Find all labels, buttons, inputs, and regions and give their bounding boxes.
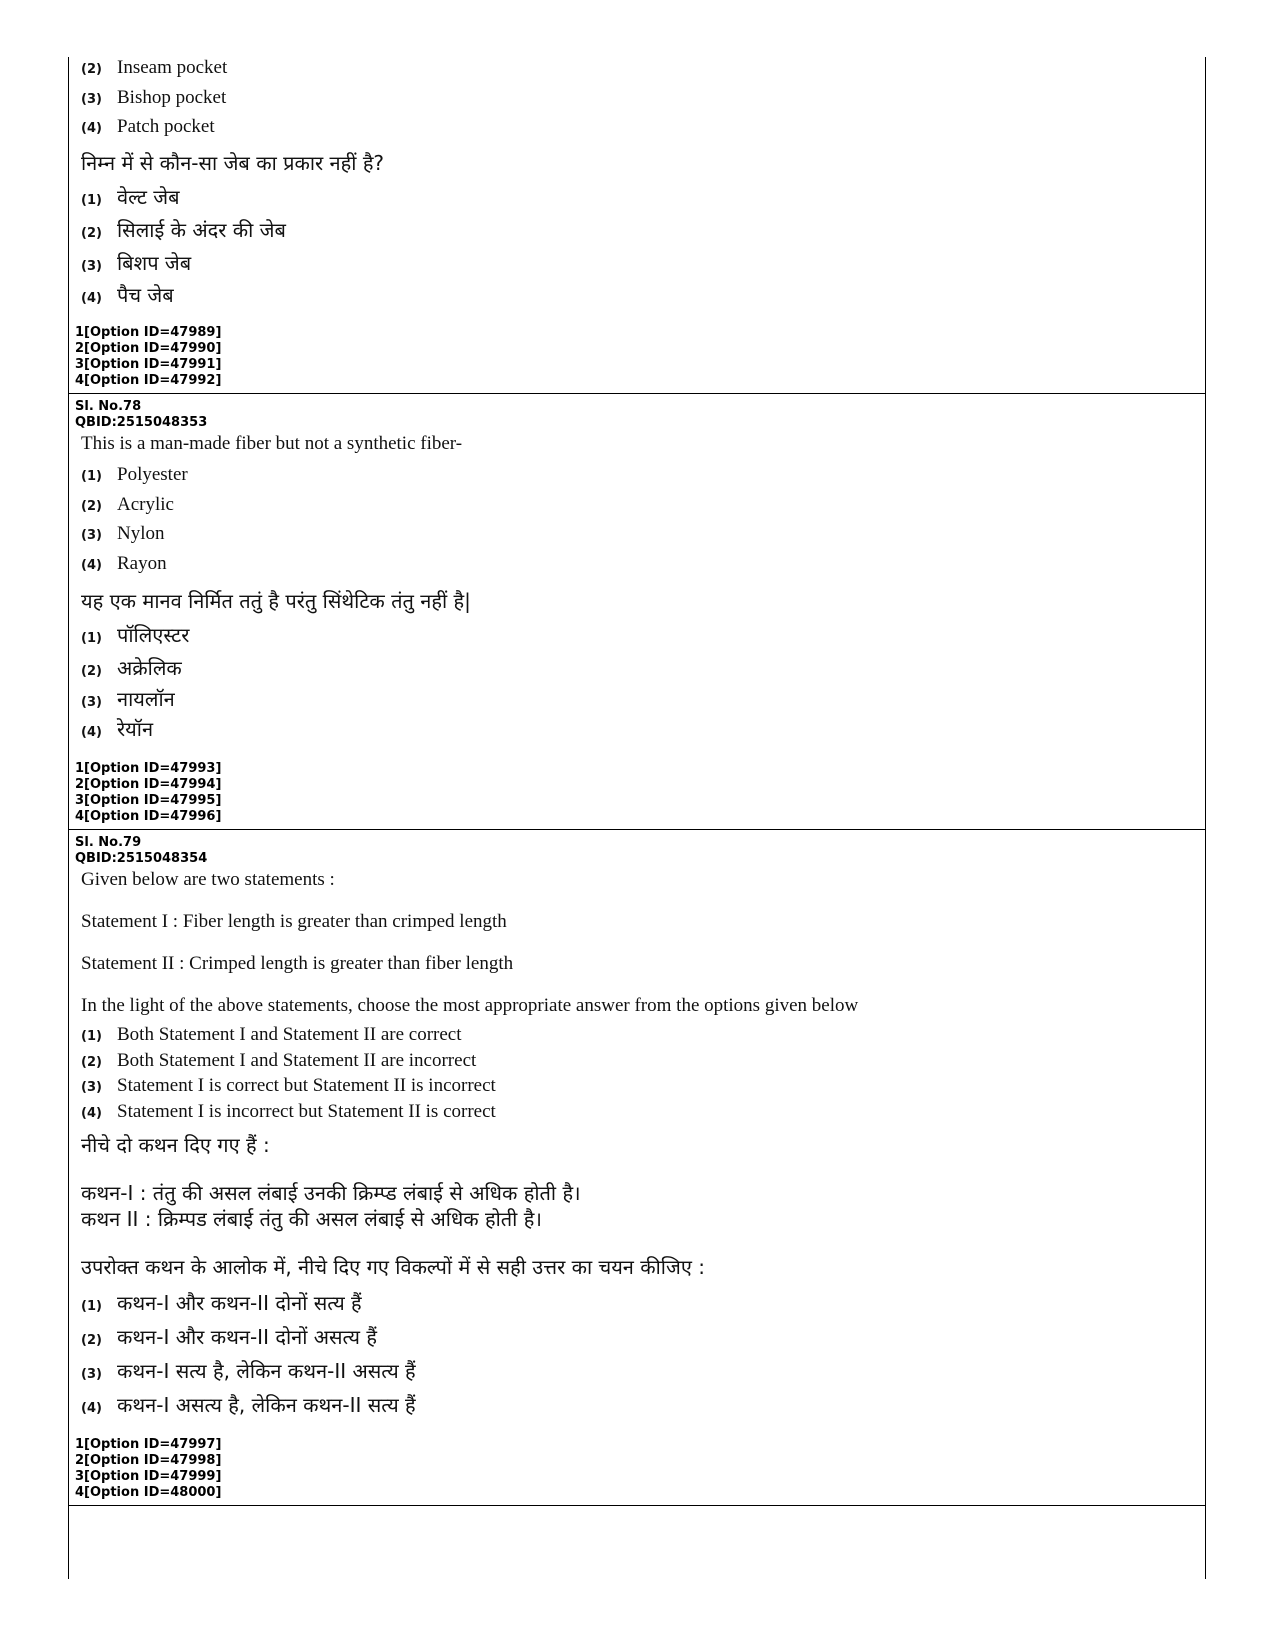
q79-option-hi-4 xyxy=(81,1391,416,1418)
option-text: Both Statement I and Statement II are incorrect xyxy=(117,1050,477,1071)
q78-question-hindi: यह एक मानव निर्मित ततुं है परंतु सिंथेटिक तंतु नहीं है| xyxy=(81,589,471,613)
q79-option-en-3 xyxy=(81,1075,496,1097)
question-divider xyxy=(69,393,1205,394)
q79-option-ids xyxy=(75,1437,221,1501)
q79-statement-1-hindi: कथन-I : तंतु की असल लंबाई उनकी क्रिम्प्ड लंबाई से अधिक होती है। xyxy=(81,1181,581,1205)
q78-option-hi-3 xyxy=(81,685,175,712)
q79-statement-2-hindi: कथन II : क्रिम्पड लंबाई तंतु की असल लंबाई से अधिक होती है। xyxy=(81,1207,542,1231)
option-number: (3) xyxy=(81,259,102,274)
q77-option-en-2 xyxy=(81,57,227,79)
q79-intro-hindi: नीचे दो कथन दिए गए हैं : xyxy=(81,1133,270,1157)
q78-option-en-2 xyxy=(81,494,174,516)
option-number: (1) xyxy=(81,1299,102,1314)
q77-option-hi-2 xyxy=(81,216,286,243)
q78-option-en-4 xyxy=(81,553,167,575)
q79-sl-no: Sl. No.79 xyxy=(75,835,142,850)
option-id: 2[Option ID=47994] xyxy=(75,777,222,792)
q79-option-hi-3 xyxy=(81,1357,416,1384)
q78-question-english: This is a man-made fiber but not a synthetic fiber- xyxy=(81,433,463,454)
option-text: पैच जेब xyxy=(117,283,174,307)
option-text: Acrylic xyxy=(117,494,174,515)
option-number: (3) xyxy=(81,92,102,107)
option-text: Both Statement I and Statement II are correct xyxy=(117,1024,462,1045)
q77-question-hindi: निम्न में से कौन-सा जेब का प्रकार नहीं है? xyxy=(81,151,385,175)
q77-option-ids xyxy=(75,325,221,389)
option-number: (2) xyxy=(81,499,102,514)
q78-qbid: QBID:2515048353 xyxy=(75,415,208,430)
option-id: 2[Option ID=47998] xyxy=(75,1453,222,1468)
q78-option-ids xyxy=(75,761,221,825)
option-text: अक्रेलिक xyxy=(117,656,182,680)
option-number: (4) xyxy=(81,121,102,136)
q78-sl-no: Sl. No.78 xyxy=(75,399,142,414)
option-number: (4) xyxy=(81,1106,102,1121)
option-number: (3) xyxy=(81,695,102,710)
option-id: 4[Option ID=48000] xyxy=(75,1485,222,1500)
option-id: 1[Option ID=47989] xyxy=(75,325,222,340)
option-number: (4) xyxy=(81,558,102,573)
q79-instruction-english: In the light of the above statements, choose the most appropriate answer from the options given below xyxy=(81,995,859,1016)
option-number: (2) xyxy=(81,1333,102,1348)
q79-instruction-hindi: उपरोक्त कथन के आलोक में, नीचे दिए गए विकल्पों में से सही उत्तर का चयन कीजिए : xyxy=(81,1255,705,1279)
q79-option-en-4 xyxy=(81,1101,496,1123)
option-text: सिलाई के अंदर की जेब xyxy=(117,218,286,242)
option-text: Bishop pocket xyxy=(117,87,227,108)
q79-option-en-1 xyxy=(81,1024,462,1046)
q77-option-en-4 xyxy=(81,116,215,138)
option-text: Statement I is incorrect but Statement II is correct xyxy=(117,1101,496,1122)
option-number: (3) xyxy=(81,528,102,543)
option-id: 3[Option ID=47999] xyxy=(75,1469,222,1484)
option-text: कथन-I और कथन-II दोनों सत्य हैं xyxy=(117,1291,362,1315)
option-text: कथन-I और कथन-II दोनों असत्य हैं xyxy=(117,1325,377,1349)
q78-option-en-1 xyxy=(81,464,188,486)
q77-option-hi-1 xyxy=(81,183,180,210)
option-number: (2) xyxy=(81,1055,102,1070)
option-number: (2) xyxy=(81,62,102,77)
option-number: (1) xyxy=(81,1029,102,1044)
q77-option-en-3 xyxy=(81,87,226,109)
option-number: (1) xyxy=(81,193,102,208)
option-text: कथन-I सत्य है, लेकिन कथन-II असत्य हैं xyxy=(117,1359,416,1383)
q78-option-en-3 xyxy=(81,523,165,545)
question-divider xyxy=(69,1505,1205,1506)
q78-option-hi-2 xyxy=(81,654,182,681)
option-number: (4) xyxy=(81,1401,102,1416)
option-text: Nylon xyxy=(117,523,165,544)
option-id: 4[Option ID=47992] xyxy=(75,373,222,388)
option-id: 3[Option ID=47995] xyxy=(75,793,222,808)
q79-qbid: QBID:2515048354 xyxy=(75,851,208,866)
q78-option-hi-1 xyxy=(81,621,189,648)
q77-option-hi-4 xyxy=(81,281,174,308)
option-id: 1[Option ID=47993] xyxy=(75,761,222,776)
option-id: 3[Option ID=47991] xyxy=(75,357,222,372)
option-number: (2) xyxy=(81,664,102,679)
option-number: (4) xyxy=(81,291,102,306)
option-text: Rayon xyxy=(117,553,167,574)
option-number: (1) xyxy=(81,631,102,646)
option-id: 2[Option ID=47990] xyxy=(75,341,222,356)
option-number: (2) xyxy=(81,226,102,241)
question-divider xyxy=(69,829,1205,830)
q79-option-hi-2 xyxy=(81,1323,377,1350)
option-text: कथन-I असत्य है, लेकिन कथन-II सत्य हैं xyxy=(117,1393,416,1417)
q78-option-hi-4 xyxy=(81,715,153,742)
q79-option-hi-1 xyxy=(81,1289,362,1316)
option-id: 4[Option ID=47996] xyxy=(75,809,222,824)
option-number: (3) xyxy=(81,1080,102,1095)
q79-option-en-2 xyxy=(81,1050,476,1072)
q79-statement-1-english: Statement I : Fiber length is greater than crimped length xyxy=(81,911,507,932)
option-id: 1[Option ID=47997] xyxy=(75,1437,222,1452)
option-text: पॉलिएस्टर xyxy=(117,623,190,647)
q79-intro-english: Given below are two statements : xyxy=(81,869,335,890)
option-text: Patch pocket xyxy=(117,116,215,137)
option-number: (4) xyxy=(81,725,102,740)
option-number: (1) xyxy=(81,469,102,484)
option-text: बिशप जेब xyxy=(117,251,192,275)
option-text: Inseam pocket xyxy=(117,57,228,78)
q77-option-hi-3 xyxy=(81,249,191,276)
option-text: नायलॉन xyxy=(117,687,175,711)
option-number: (3) xyxy=(81,1367,102,1382)
option-text: वेल्ट जेब xyxy=(117,185,180,209)
question-paper-page xyxy=(68,57,1206,1579)
option-text: Polyester xyxy=(117,464,188,485)
option-text: Statement I is correct but Statement II is incorrect xyxy=(117,1075,496,1096)
q79-statement-2-english: Statement II : Crimped length is greater than fiber length xyxy=(81,953,514,974)
option-text: रेयॉन xyxy=(117,717,154,741)
